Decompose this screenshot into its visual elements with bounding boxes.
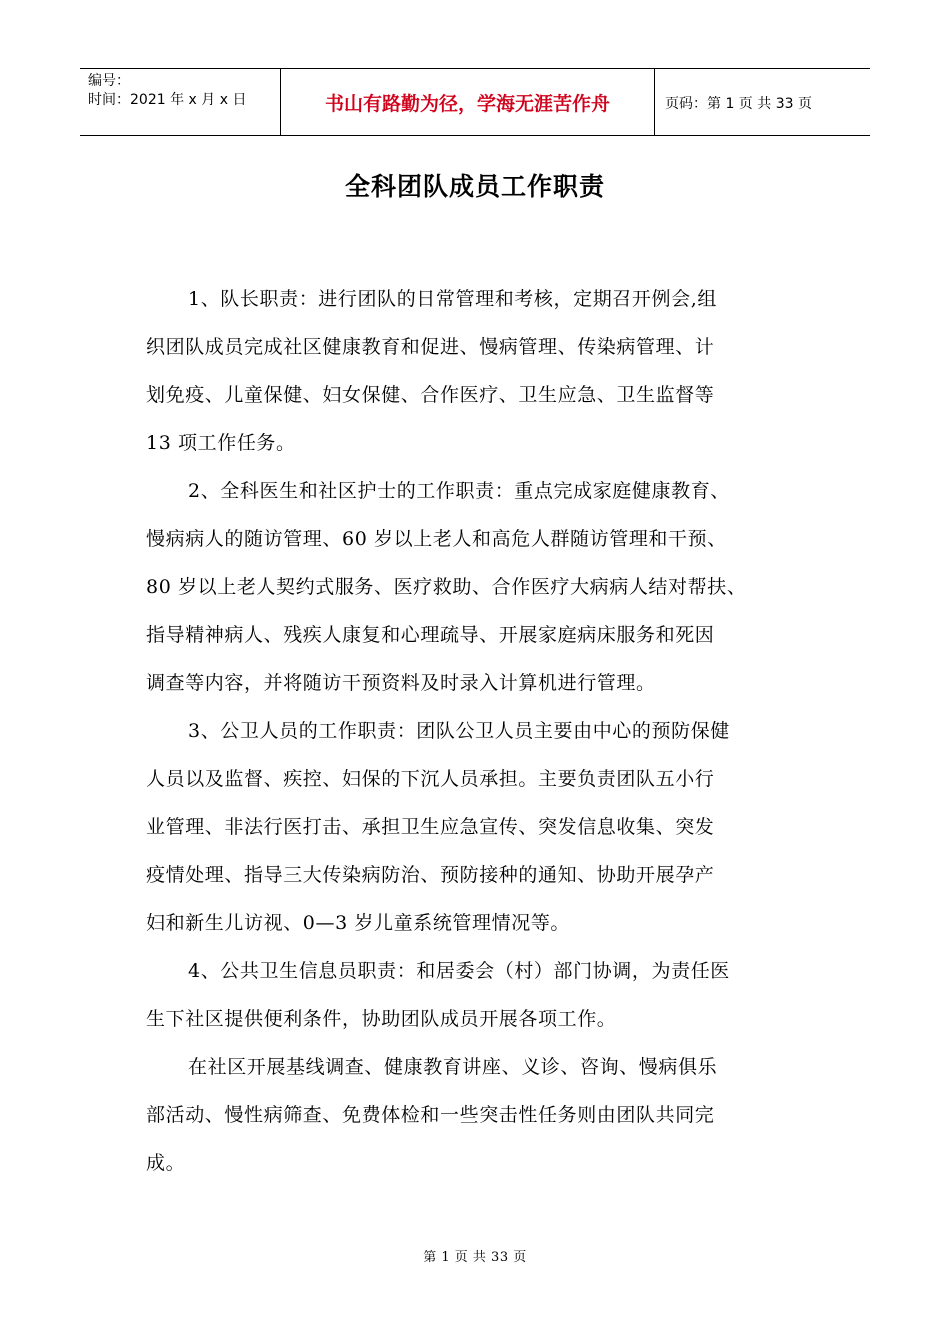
page-footer: [0, 1246, 950, 1265]
paragraph-line: 妇和新生儿访视、0—3 岁儿童系统管理情况等。: [146, 912, 571, 934]
page-number-label: 页码：第 1 页 共 33 页: [665, 96, 812, 112]
motto-cell: [281, 69, 655, 135]
page-number-cell: [655, 69, 870, 135]
paragraph-line: 疫情处理、指导三大传染病防治、预防接种的通知、协助开展孕产: [146, 864, 715, 886]
document-title: 全科团队成员工作职责: [344, 172, 605, 201]
footer-page-number: 第 1 页 共 33 页: [423, 1250, 527, 1265]
paragraph-line: 人员以及监督、疾控、妇保的下沉人员承担。主要负责团队五小行: [146, 768, 715, 790]
paragraph-public-health-staff-duties: [146, 707, 811, 947]
paragraph-line: 在社区开展基线调查、健康教育讲座、义诊、咨询、慢病俱乐: [188, 1056, 718, 1078]
motto-text: 书山有路勤为径，学海无涯苦作舟: [324, 93, 610, 115]
paragraph-line: 3、公卫人员的工作职责：团队公卫人员主要由中心的预防保健: [188, 720, 730, 742]
paragraph-line: 部活动、慢性病筛查、免费体检和一些突击性任务则由团队共同完: [146, 1104, 715, 1126]
document-body: [146, 275, 811, 1187]
paragraph-joint-tasks: [146, 1043, 811, 1187]
paragraph-info-officer-duties: [146, 947, 811, 1043]
paragraph-gp-nurse-duties: [146, 467, 811, 707]
paragraph-line: 成。: [146, 1152, 186, 1174]
paragraph-line: 80 岁以上老人契约式服务、医疗救助、合作医疗大病病人结对帮扶、: [146, 576, 747, 598]
paragraph-line: 织团队成员完成社区健康教育和促进、慢病管理、传染病管理、计: [146, 336, 715, 358]
paragraph-line: 业管理、非法行医打击、承担卫生应急宣传、突发信息收集、突发: [146, 816, 715, 838]
paragraph-line: 1、队长职责：进行团队的日常管理和考核，定期召开例会,组: [188, 288, 717, 310]
paragraph-line: 调查等内容，并将随访干预资料及时录入计算机进行管理。: [146, 672, 656, 694]
time-label: 时间：2021 年 x 月 x 日: [88, 92, 247, 108]
paragraph-line: 划免疫、儿童保健、妇女保健、合作医疗、卫生应急、卫生监督等: [146, 384, 715, 406]
paragraph-line: 4、公共卫生信息员职责：和居委会（村）部门协调，为责任医: [188, 960, 730, 982]
paragraph-line: 生下社区提供便利条件，协助团队成员开展各项工作。: [146, 1008, 617, 1030]
paragraph-captain-duties: [146, 275, 811, 467]
paragraph-line: 慢病病人的随访管理、60 岁以上老人和高危人群随访管理和干预、: [146, 528, 727, 550]
paragraph-line: 2、全科医生和社区护士的工作职责：重点完成家庭健康教育、: [188, 480, 730, 502]
paragraph-line: 指导精神病人、残疾人康复和心理疏导、开展家庭病床服务和死因: [146, 624, 715, 646]
document-header: [80, 68, 870, 136]
paragraph-line: 13 项工作任务。: [146, 432, 296, 454]
header-meta-cell: [80, 69, 281, 135]
number-label: 编号：: [88, 73, 130, 89]
